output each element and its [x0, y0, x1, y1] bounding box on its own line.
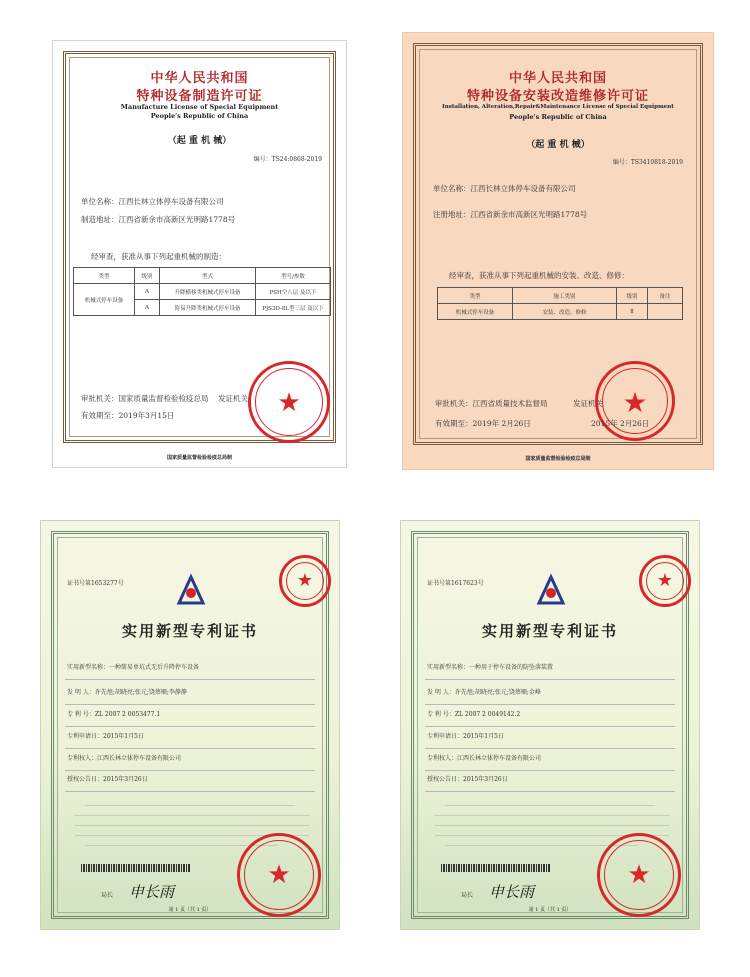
table-cell: 机械式停车设备 [438, 304, 513, 320]
page-indicator: 第 1 页（共 1 页） [168, 907, 212, 913]
director-signature: 申长雨 [489, 883, 535, 901]
table-cell: 升降横移类机械式停车设备 [160, 284, 256, 300]
license-seal-org: 发证机关 [573, 399, 603, 408]
fine-print-line [75, 825, 309, 826]
patent-name: 实用新型名称：一种简易单坑式无后升降停车设备 [67, 664, 200, 671]
seal-emblem-icon: ★ [277, 388, 301, 418]
patent-title: 实用新型专利证书 [121, 622, 258, 640]
patent-certificate-right [400, 520, 700, 930]
table-cell: PSH空八层 及以下 [256, 284, 331, 300]
official-seal [248, 361, 330, 443]
table-cell: A [135, 300, 160, 316]
table-row [74, 284, 331, 300]
table-row [438, 304, 683, 320]
seal-emblem-icon: ★ [656, 570, 674, 591]
license-number: 编号：TS24:0868-2019 [253, 156, 322, 163]
license-scope-table [437, 287, 683, 320]
installation-license [402, 32, 714, 470]
license-title: 特种设备制造许可证 [136, 89, 263, 104]
patent-filing-date: 专利申请日：2015年1月5日 [67, 733, 144, 740]
fine-print-line [445, 805, 655, 806]
official-seal [595, 361, 675, 441]
license-title-country: 中华人民共和国 [150, 71, 249, 86]
patent-office-logo-icon [173, 573, 209, 609]
license-country-en: People's Republic of China [509, 113, 607, 121]
divider [425, 791, 675, 792]
divider [65, 726, 315, 727]
patent-inventors: 发 明 人：许先旭;胡晓亮;张元;饶蔡顺;金峰 [427, 689, 541, 696]
director-label: 局长 [101, 892, 114, 899]
seal-star-icon: ★ [622, 386, 648, 419]
patent-grant-date: 授权公告日：2015年3月26日 [427, 776, 508, 783]
license-category: （起 重 机 械） [167, 136, 232, 146]
divider [65, 748, 315, 749]
patent-top-seal [639, 555, 691, 607]
patent-inventors: 发 明 人：许先旭;胡晓亮;张元;饶蔡顺;李静静 [67, 689, 187, 696]
divider [425, 770, 675, 771]
patent-number: 专 利 号：ZL 2007 2 0053477.1 [67, 711, 161, 718]
fine-print-line [435, 815, 669, 816]
divider [425, 748, 675, 749]
fine-print-line [75, 815, 309, 816]
license-approval-text: 经审查，获准从事下列起重机械的制造： [91, 252, 226, 261]
license-seal-org: 发证机关 [218, 394, 248, 403]
fine-print-line [435, 825, 669, 826]
page-indicator: 第 1 页（共 1 页） [528, 907, 572, 913]
fine-print-line [85, 805, 295, 806]
table-cell [648, 304, 683, 320]
table-cell: 安装、改造、修修 [513, 304, 617, 320]
license-unit-name: 单位名称：江西长林立体停车设备有限公司 [433, 184, 576, 193]
table-cell: Ⅱ [617, 304, 648, 320]
table-cell: A [135, 284, 160, 300]
license-address: 制造地址：江西省新余市高新区光明路1778号 [81, 215, 236, 224]
patent-cert-number: 证书号第1653277号 [67, 580, 124, 587]
license-category: （起 重 机 械） [526, 140, 590, 150]
seal-emblem-icon: ★ [627, 860, 651, 890]
patent-certificate-left [40, 520, 340, 930]
divider [65, 791, 315, 792]
divider [425, 679, 675, 680]
license-title-en: Installation, Alteration,Repair&Maintenance License of Special Equipment [442, 104, 674, 110]
license-issuer: 审批机关：江西省质量技术监督局 [435, 399, 548, 408]
seal-date: 2015年 2月26日 [591, 419, 650, 428]
patent-top-seal [279, 555, 331, 607]
table-cell: PJS3D-8L型三层 及以下 [256, 300, 331, 316]
license-scope-table [73, 267, 331, 316]
official-seal [237, 833, 321, 917]
table-header-row [438, 288, 683, 304]
seal-emblem-icon: ★ [267, 860, 291, 890]
table-header: 备注 [648, 288, 683, 304]
patent-holder: 专利权人：江西长林立体停车设备有限公司 [67, 755, 182, 762]
director-label: 局长 [461, 892, 474, 899]
table-header: 类型 [438, 288, 513, 304]
license-footer: 国家质量监督检验检疫总局制 [166, 455, 232, 461]
license-title-en: Manufacture License of Special Equipment [120, 103, 279, 111]
seal-emblem-icon: ★ [296, 570, 314, 591]
license-footer: 国家质量监督检验检疫总局制 [525, 456, 591, 462]
license-approval-text: 经审查，获准从事下列起重机械的安装、改造、修修： [449, 271, 629, 280]
barcode [441, 864, 551, 872]
table-header-row [74, 268, 331, 284]
table-header: 型号/参数 [256, 268, 331, 284]
table-header: 级别 [617, 288, 648, 304]
patent-holder: 专利权人：江西长林立体停车设备有限公司 [427, 755, 542, 762]
table-cell: 简易升降类机械式停车设备 [160, 300, 256, 316]
license-number: 编号：TS3410818-2019 [612, 159, 683, 166]
barcode [81, 864, 191, 872]
divider [425, 704, 675, 705]
director-signature: 申长雨 [129, 883, 175, 901]
table-header: 级别 [135, 268, 160, 284]
license-valid-date: 有效期至：2019年3月15日 [81, 411, 175, 420]
license-valid-date: 有效期至：2019年 2月26日 [435, 419, 531, 428]
table-cell: 机械式停车设备 [74, 284, 135, 316]
license-country-en: People's Republic of China [150, 112, 249, 120]
table-header: 型式 [160, 268, 256, 284]
patent-office-logo-icon [533, 573, 569, 609]
license-unit-name: 单位名称：江西长林立体停车设备有限公司 [81, 197, 224, 206]
divider [65, 770, 315, 771]
table-header: 施工类别 [513, 288, 617, 304]
license-address: 注册地址：江西省新余市高新区光明路1778号 [433, 210, 588, 219]
table-header: 类型 [74, 268, 135, 284]
divider [425, 726, 675, 727]
license-issuer: 审批机关：国家质量监督检验检疫总局 [81, 394, 209, 403]
divider [65, 679, 315, 680]
patent-name: 实用新型名称：一种用于停车设备的防坠落装置 [427, 664, 554, 671]
patent-cert-number: 证书号第1617623号 [427, 580, 484, 587]
license-title: 特种设备安装改造维修许可证 [466, 89, 649, 104]
license-title-country: 中华人民共和国 [508, 71, 607, 86]
patent-title: 实用新型专利证书 [481, 622, 618, 640]
patent-grant-date: 授权公告日：2015年3月26日 [67, 776, 148, 783]
divider [65, 704, 315, 705]
official-seal [597, 833, 681, 917]
patent-number: 专 利 号：ZL 2007 2 0049142.2 [427, 711, 521, 718]
manufacture-license [52, 40, 347, 468]
patent-filing-date: 专利申请日：2015年1月5日 [427, 733, 504, 740]
